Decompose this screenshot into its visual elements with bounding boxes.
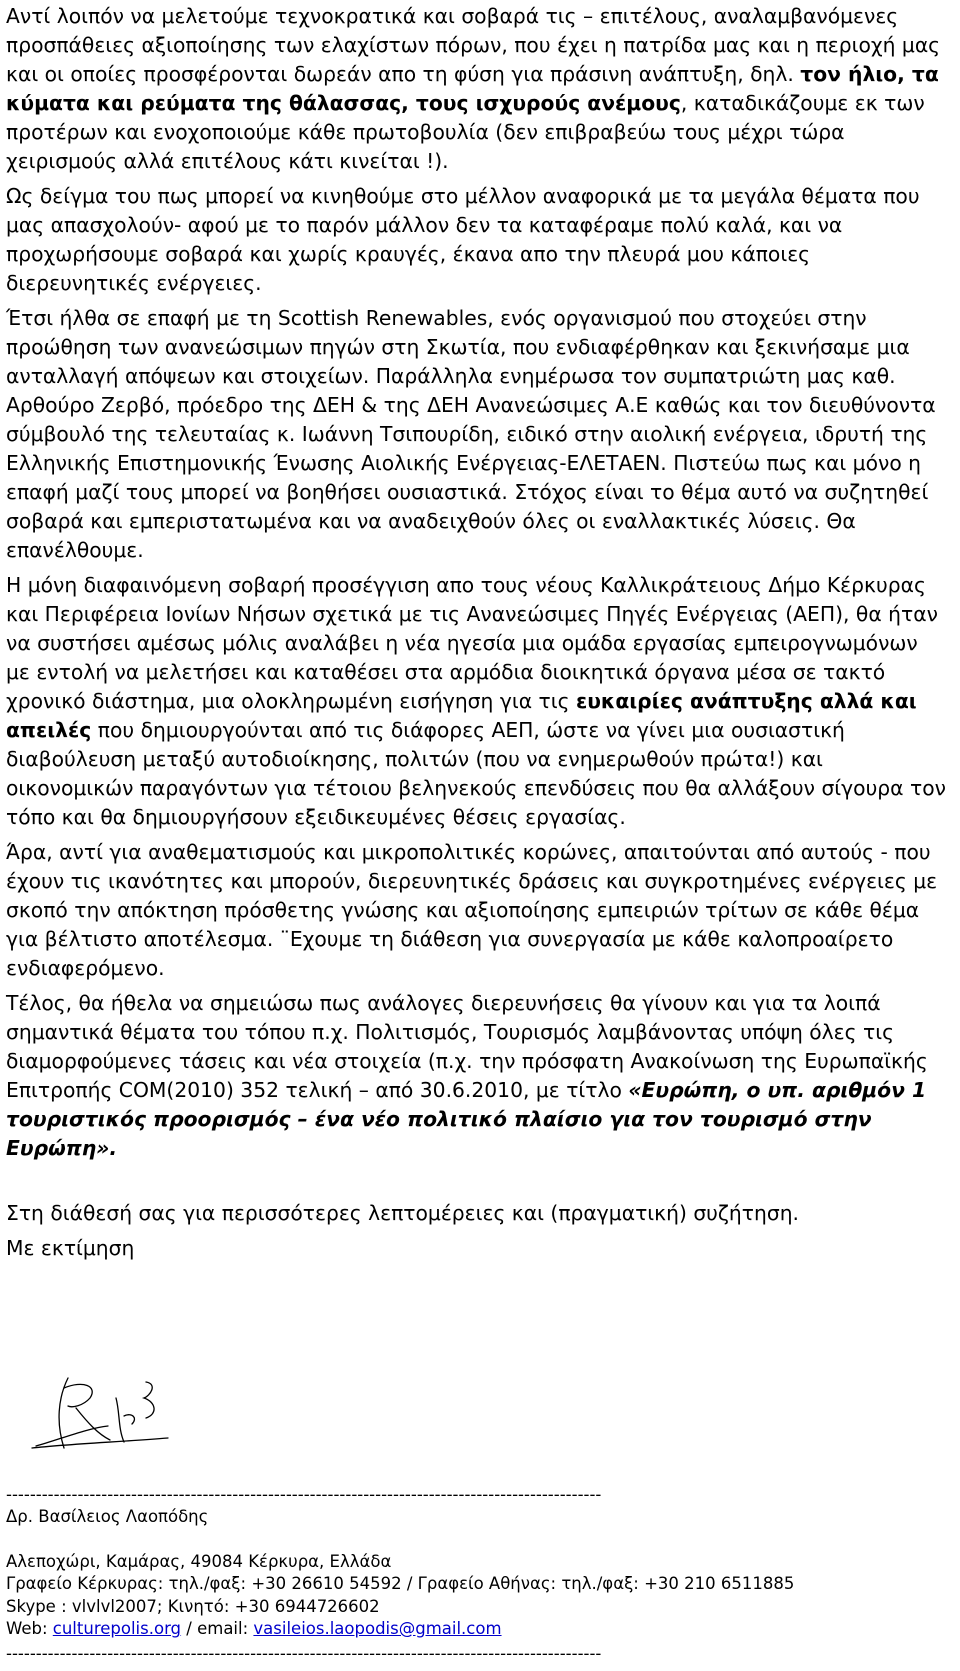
email-link[interactable]: vasileios.laopodis@gmail.com [253, 1619, 502, 1639]
bold-phrase-opportunities: ευκαιρίες ανάπτυξης αλλά και απειλές [6, 689, 917, 742]
bold-phrase-natural-resources: τον ήλιο, τα κύματα και ρεύματα της θάλασσας, τους ισχυρούς ανέμους [6, 62, 939, 115]
paragraph-3: Έτσι ήλθα σε επαφή με τη Scottish Renewables, ενός οργανισμού που στοχεύει στην προώθηση των ανανεώσιμων πηγών στη Σκωτία, που ενδιαφέρθηκαν και ξεκινήσαμε μια ανταλλαγή απόψεων και στοιχείων. Παράλληλα ενημέρωσα τον συμπατριώτη μας καθ. Αρθούρο Ζερβό, πρόεδρο της ΔΕΗ & της ΔΕΗ Ανανεώσιμες Α.Ε καθώς και τον διευθύνοντα σύμβουλό της τελευταίας κ. Ιωάννη Τσιπουρίδη, ειδικό στην αιολική ενέργεια, ιδρυτή της Ελληνικής Επιστημονικής Ένωσης Αιολικής Ενέργειας-ΕΛΕΤΑΕΝ. Πιστεύω πως και μόνο η επαφή μαζί τους μπορεί να βοηθήσει ουσιαστικά. Στόχος είναι το θέμα αυτό να συζητηθεί σοβαρά και εμπεριστατωμένα και να αναδειχθούν όλες οι εναλλακτικές λύσεις. Θα επανέλθουμε. [6, 306, 936, 562]
salutation: Με εκτίμηση [6, 1236, 135, 1260]
letter-body [6, 0, 946, 1263]
signature-icon [28, 1368, 178, 1458]
paragraph-4: Η μόνη διαφαινόμενη σοβαρή προσέγγιση απο τους νέους Καλλικράτειους Δήμο Κέρκυρας και Περιφέρεια Ιονίων Νήσων σχετικά με τις Ανανεώσιμες Πηγές Ενέργειας (ΑΕΠ), θα ήταν να συστήσει αμέσως μόλις αναλάβει η νέα ηγεσία μια ομάδα εργασίας εμπειρογνωμόνων με εντολή να μελετήσει και καταθέσει στα αρμόδια διοικητικά όργανα μέσα σε τακτό χρονικό διάστημα, μια ολοκληρωμένη εισήγηση για τις ευκαιρίες ανάπτυξης αλλά και απειλές που δημιουργούνται από τις διάφορες ΑΕΠ, ώστε να γίνει μια ουσιαστική διαβούλευση μεταξύ αυτοδιοίκησης, πολιτών (που να ενημερωθούν πρώτα!) και οικονομικών παραγόντων για τέτοιου βεληνεκούς επενδύσεις που θα αλλάξουν σίγουρα τον τόπο και θα δημιουργήσουν εξειδικευμένες θέσεις εργασίας. [6, 573, 946, 829]
address: Αλεποχώρι, Καμάρας, 49084 Κέρκυρα, Ελλάδα [6, 1551, 392, 1571]
signature-block [6, 1484, 946, 1640]
bold-italic-title: «Ευρώπη, ο υπ. αριθμόν 1 τουριστικός προορισμός – ένα νέο πολιτικό πλαίσιο για τον τουρισμό στην Ευρώπη». [6, 1078, 927, 1160]
paragraph-6: Τέλος, θα ήθελα να σημειώσω πως ανάλογες διερευνήσεις θα γίνουν και για τα λοιπά σημαντικά θέματα του τόπου π.χ. Πολιτισμός, Τουρισμός λαμβάνοντας υπόψη όλες τις διαμορφούμενες τάσεις και νέα στοιχεία (π.χ. την πρόσφατη Ανακοίνωση της Ευρωπαϊκής Επιτροπής COM(2010) 352 τελική – από 30.6.2010, με τίτλο «Ευρώπη, ο υπ. αριθμόν 1 τουριστικός προορισμός – ένα νέο πολιτικό πλαίσιο για τον τουρισμό στην Ευρώπη». [6, 991, 928, 1160]
closing-line: Στη διάθεσή σας για περισσότερες λεπτομέρειες και (πραγματική) συζήτηση. [6, 1201, 800, 1225]
separator-bottom: ---------------------------------------------------------------------------------------------------- [6, 1644, 602, 1663]
web-email-line: Web: culturepolis.org / email: vasileios.laopodis@gmail.com [6, 1619, 502, 1639]
phone-numbers: Γραφείο Κέρκυρας: τηλ./φαξ: +30 26610 54592 / Γραφείο Αθήνας: τηλ./φαξ: +30 210 6511885 [6, 1574, 795, 1594]
separator-top: ---------------------------------------------------------------------------------------------------- [6, 1485, 602, 1504]
website-link[interactable]: culturepolis.org [52, 1619, 182, 1639]
skype-mobile: Skype : vlvlvl2007; Κινητό: +30 6944726602 [6, 1596, 380, 1616]
author-name: Δρ. Βασίλειος Λαοπόδης [6, 1507, 209, 1527]
paragraph-2: Ως δείγμα του πως μπορεί να κινηθούμε στο μέλλον αναφορικά με τα μεγάλα θέματα που μας απασχολούν- αφού με το παρόν μάλλον δεν τα καταφέραμε πολύ καλά, και να προχωρήσουμε σοβαρά και χωρίς κραυγές, έκανα απο την πλευρά μου κάποιες διερευνητικές ενέργειες. [6, 184, 920, 295]
paragraph-5: Άρα, αντί για αναθεματισμούς και μικροπολιτικές κορώνες, απαιτούνται από αυτούς - που έχουν τις ικανότητες και μπορούν, διερευνητικές δράσεις και συγκροτημένες ενέργειες με σκοπό την απόκτηση πρόσθετης γνώσης και αξιοποίησης εμπειριών τρίτων σε κάθε θέμα για βέλτιστο αποτέλεσμα. ¨Εχουμε τη διάθεση για συνεργασία με κάθε καλοπροαίρετο ενδιαφερόμενο. [6, 840, 938, 980]
paragraph-1: Αντί λοιπόν να μελετούμε τεχνοκρατικά και σοβαρά τις – επιτέλους, αναλαμβανόμενες προσπάθειες αξιοποίησης των ελαχίστων πόρων, που έχει η πατρίδα μας και η περιοχή μας και οι οποίες προσφέρονται δωρεάν απο τη φύση για πράσινη ανάπτυξη, δηλ. τον ήλιο, τα κύματα και ρεύματα της θάλασσας, τους ισχυρούς ανέμους, καταδικάζουμε εκ των προτέρων και ενοχοποιούμε κάθε πρωτοβουλία (δεν επιβραβεύω τους μέχρι τώρα χειρισμούς αλλά επιτέλους κάτι κινείται !). [6, 4, 941, 173]
